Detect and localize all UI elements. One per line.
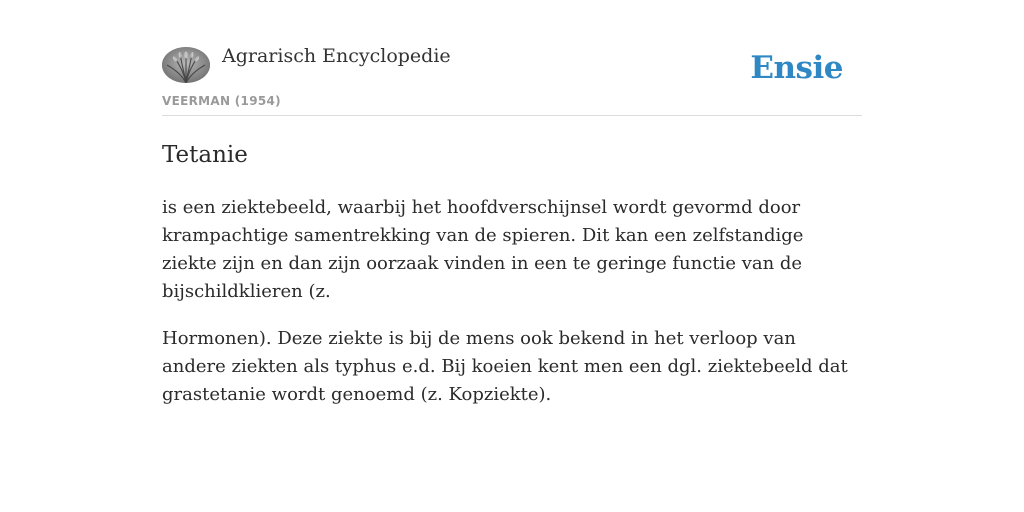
logo-illustration bbox=[162, 47, 210, 83]
article-paragraph-2: Hormonen). Deze ziekte is bij de mens ook bekend in het verloop van andere ziekten als typhus e.d. Bij koeien kent men een dgl. ziektebeeld dat grastetanie wordt genoemd (z. Kopziekte). bbox=[162, 328, 848, 405]
brand-logo-link[interactable]: Ensie bbox=[750, 50, 843, 86]
article-paragraph-1: is een ziektebeeld, waarbij het hoofdverschijnsel wordt gevormd door krampachtige samentrekking van de spieren. Dit kan een zelfstandige ziekte zijn en dan zijn oorzaak vinden in een te geringe functie van de bijschildklieren (z. bbox=[162, 197, 804, 302]
article-title: Tetanie bbox=[162, 142, 248, 168]
wheat-sheaf-icon[interactable] bbox=[162, 47, 210, 83]
article-container bbox=[162, 0, 862, 409]
header bbox=[162, 0, 862, 116]
book-title[interactable]: Agrarisch Encyclopedie bbox=[222, 45, 451, 67]
edition-label: VEERMAN (1954) bbox=[162, 94, 281, 108]
